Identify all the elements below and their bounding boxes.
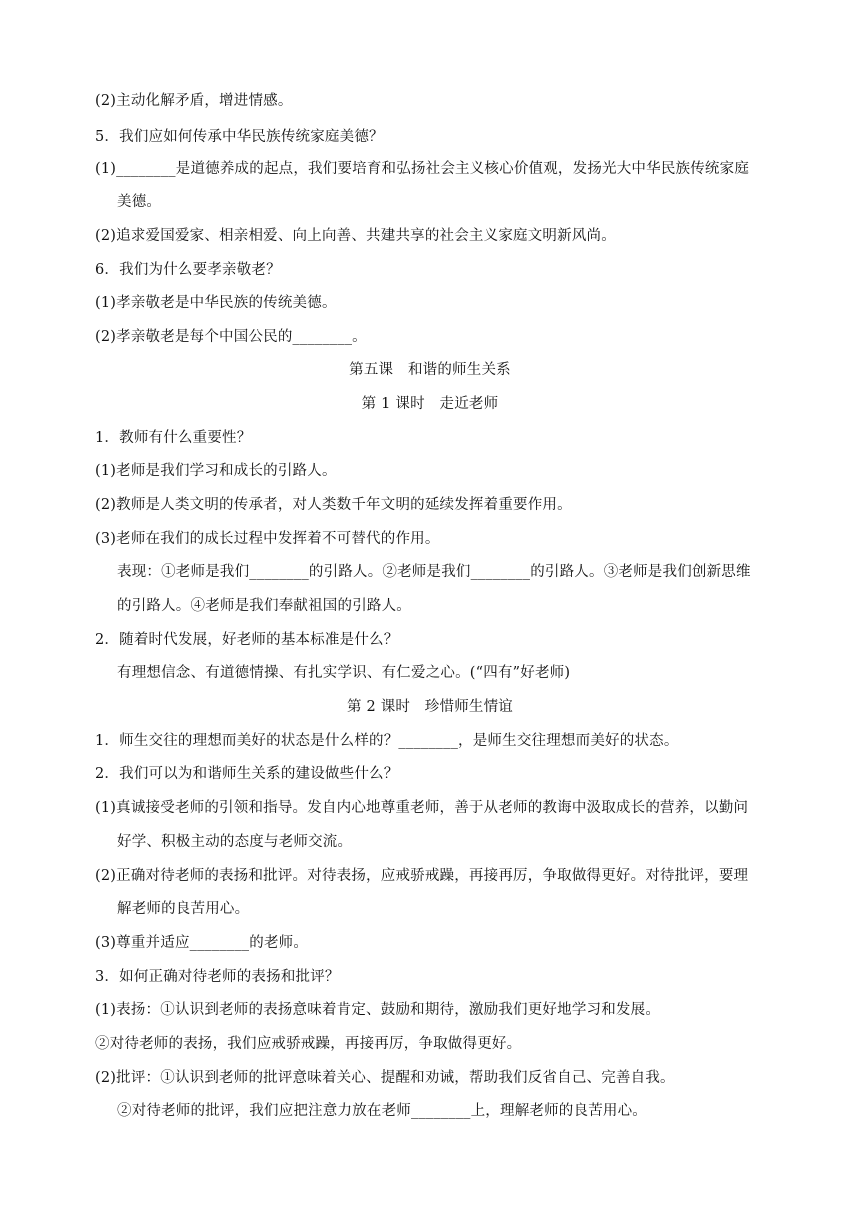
question-heading: 5．我们应如何传承中华民族传统家庭美德？: [95, 129, 384, 145]
text-line: (2)正确对待老师的表扬和批评。对待表扬，应戒骄戒躁，再接再厉，争取做得更好。对待批评，要理: [95, 868, 749, 884]
question-heading: 2．随着时代发展，好老师的基本标准是什么？: [95, 632, 399, 648]
text-line-continued: 好学、积极主动的态度与老师交流。: [117, 834, 353, 850]
question-heading: 1．教师有什么重要性？: [95, 430, 252, 446]
text-line: (1)________是道德养成的起点，我们要培育和弘扬社会主义核心价值观，发扬光大中华民族传统家庭: [95, 161, 750, 177]
text-line: (2)主动化解矛盾，增进情感。: [95, 93, 293, 109]
question-heading: 3．如何正确对待老师的表扬和批评？: [95, 969, 340, 985]
text-line: (1)老师是我们学习和成长的引路人。: [95, 463, 337, 479]
text-line: (1)真诚接受老师的引领和指导。发自内心地尊重老师，善于从老师的教诲中汲取成长的营养，以勤问: [95, 800, 749, 816]
text-line: (3)老师在我们的成长过程中发挥着不可替代的作用。: [95, 531, 440, 547]
text-line: (2)追求爱国爱家、相亲相爱、向上向善、共建共享的社会主义家庭文明新风尚。: [95, 228, 616, 244]
question-heading: 1．师生交往的理想而美好的状态是什么样的？________，是师生交往理想而美好的状态。: [95, 733, 679, 749]
text-line-indented: 有理想信念、有道德情操、有扎实学识、有仁爱之心。(“四有”好老师): [117, 665, 571, 681]
text-line: (1)表扬：①认识到老师的表扬意味着肯定、鼓励和期待，激励我们更好地学习和发展。: [95, 1002, 661, 1018]
text-line: (2)孝亲敬老是每个中国公民的________。: [95, 329, 367, 345]
text-line: ②对待老师的表扬，我们应戒骄戒躁，再接再厉，争取做得更好。: [95, 1036, 522, 1052]
text-line: (3)尊重并适应________的老师。: [95, 935, 309, 951]
text-line: (1)孝亲敬老是中华民族的传统美德。: [95, 295, 337, 311]
text-line-indented: ②对待老师的批评，我们应把注意力放在老师________上，理解老师的良苦用心。: [117, 1103, 647, 1119]
lesson-title: 第五课 和谐的师生关系: [349, 362, 511, 378]
text-line-continued: 美德。: [117, 194, 162, 210]
text-line: (2)批评：①认识到老师的批评意味着关心、提醒和劝诫，帮助我们反省自己、完善自我。: [95, 1070, 675, 1086]
text-line-continued: 的引路人。④老师是我们奉献祖国的引路人。: [117, 598, 411, 614]
lesson-subtitle: 第 2 课时 珍惜师生情谊: [346, 699, 514, 715]
lesson-subtitle: 第 1 课时 走近老师: [361, 396, 499, 412]
text-line-indented: 表现：①老师是我们________的引路人。②老师是我们________的引路人。③老师是我们创新思维: [117, 564, 751, 580]
question-heading: 2．我们可以为和谐师生关系的建设做些什么？: [95, 766, 399, 782]
text-line-continued: 解老师的良苦用心。: [117, 901, 250, 917]
question-heading: 6．我们为什么要孝亲敬老？: [95, 262, 281, 278]
text-line: (2)教师是人类文明的传承者，对人类数千年文明的延续发挥着重要作用。: [95, 497, 572, 513]
